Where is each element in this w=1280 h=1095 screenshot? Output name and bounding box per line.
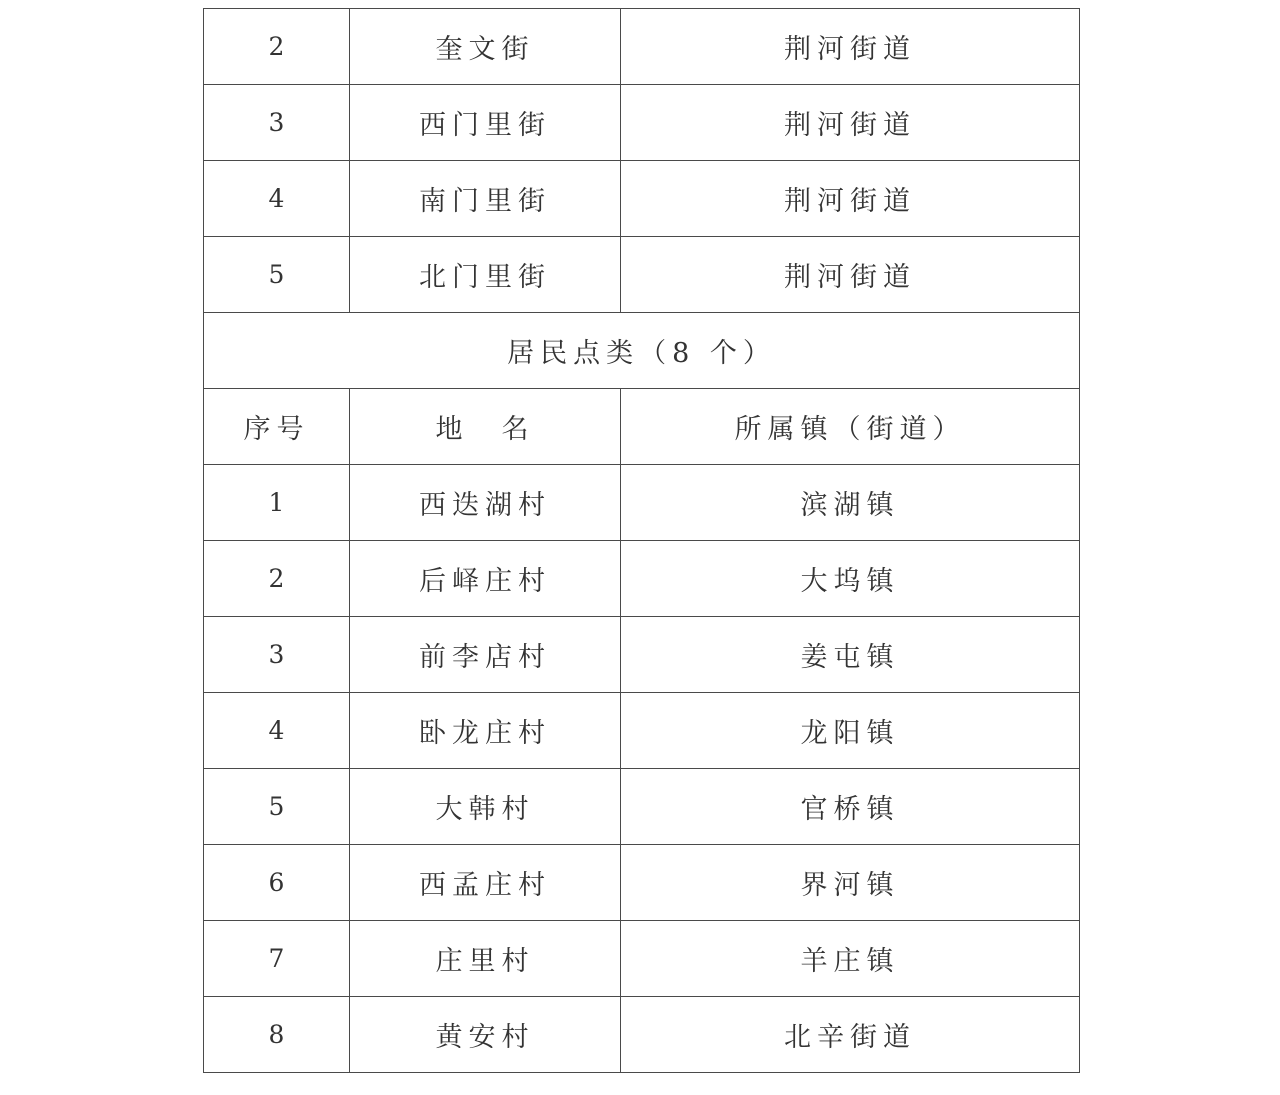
town-name: 姜屯镇: [621, 617, 1080, 693]
row-number: 4: [204, 693, 350, 769]
table-row: [204, 997, 1080, 1073]
row-number: 1: [204, 465, 350, 541]
row-number: 8: [204, 997, 350, 1073]
town-name: 羊庄镇: [621, 921, 1080, 997]
place-name: 庄里村: [350, 921, 621, 997]
place-name: 南门里街: [350, 161, 621, 237]
place-name: 西孟庄村: [350, 845, 621, 921]
table-row: [204, 769, 1080, 845]
place-name: 大韩村: [350, 769, 621, 845]
table-row: [204, 237, 1080, 313]
table-row: [204, 85, 1080, 161]
table-row: [204, 541, 1080, 617]
row-number: 3: [204, 85, 350, 161]
place-name: 前李店村: [350, 617, 621, 693]
town-name: 荆河街道: [621, 161, 1080, 237]
header-name: 地 名: [350, 389, 621, 465]
town-name: 界河镇: [621, 845, 1080, 921]
place-name: 黄安村: [350, 997, 621, 1073]
town-name: 官桥镇: [621, 769, 1080, 845]
table-row: [204, 693, 1080, 769]
town-name: 荆河街道: [621, 85, 1080, 161]
row-number: 5: [204, 769, 350, 845]
row-number: 2: [204, 541, 350, 617]
row-number: 5: [204, 237, 350, 313]
row-number: 7: [204, 921, 350, 997]
place-name: 卧龙庄村: [350, 693, 621, 769]
row-number: 6: [204, 845, 350, 921]
section-title: 居民点类（8 个）: [204, 313, 1080, 389]
town-name: 滨湖镇: [621, 465, 1080, 541]
town-name: 龙阳镇: [621, 693, 1080, 769]
table-row: [204, 161, 1080, 237]
table-row: [204, 465, 1080, 541]
place-name: 北门里街: [350, 237, 621, 313]
row-number: 2: [204, 9, 350, 85]
table-row: [204, 921, 1080, 997]
place-name: 西门里街: [350, 85, 621, 161]
town-name: 大坞镇: [621, 541, 1080, 617]
table-row: [204, 845, 1080, 921]
row-number: 3: [204, 617, 350, 693]
row-number: 4: [204, 161, 350, 237]
header-number: 序号: [204, 389, 350, 465]
header-town: 所属镇（街道）: [621, 389, 1080, 465]
place-name: 后峄庄村: [350, 541, 621, 617]
place-name: 奎文街: [350, 9, 621, 85]
table-row: [204, 617, 1080, 693]
town-name: 荆河街道: [621, 237, 1080, 313]
header-row: [204, 389, 1080, 465]
place-name: 西迭湖村: [350, 465, 621, 541]
table-row: [204, 9, 1080, 85]
town-name: 荆河街道: [621, 9, 1080, 85]
place-names-table: [203, 8, 1080, 1073]
section-row: [204, 313, 1080, 389]
town-name: 北辛街道: [621, 997, 1080, 1073]
